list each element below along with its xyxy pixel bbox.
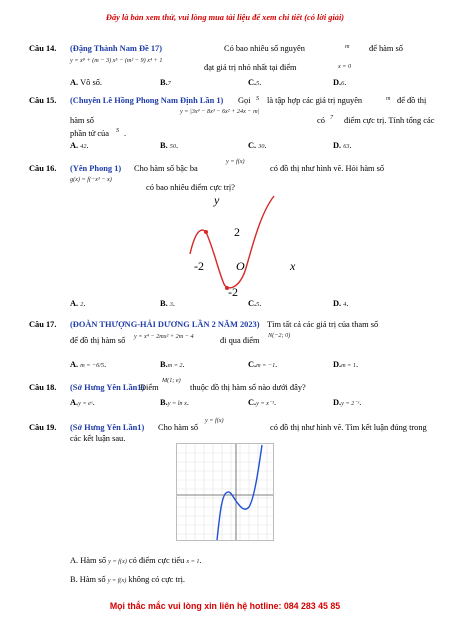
option-c: C.5. xyxy=(248,299,262,308)
option-c: C.y = x⁻¹. xyxy=(248,398,277,407)
question-text: phần tử của xyxy=(70,129,109,138)
question-label: Câu 15. xyxy=(29,96,57,105)
number-7: 7 xyxy=(330,114,334,121)
question-text: hàm số xyxy=(70,116,94,125)
question-text: đạt giá trị nhỏ nhất tại điểm xyxy=(204,63,297,72)
math-m: m xyxy=(345,43,350,50)
y-axis-label: y xyxy=(214,193,220,207)
option-d: D. 4. xyxy=(333,299,349,308)
question-source: (Yên Phong 1) xyxy=(70,164,122,173)
question-source: (ĐOÀN THƯỢNG-HẢI DƯƠNG LẦN 2 NĂM 2023) xyxy=(70,320,260,329)
question-source: (Sở Hưng Yên Lần1) xyxy=(70,383,145,392)
option-b: B.7 xyxy=(160,78,171,87)
option-a: A. 42. xyxy=(70,141,89,150)
tick-label: -2 xyxy=(228,285,238,299)
question-label: Câu 18. xyxy=(29,383,57,392)
option-c: C.m = −1. xyxy=(248,360,278,369)
question-text: có đồ thị như hình vẽ. Hỏi hàm số xyxy=(270,164,385,173)
question-label: Câu 16. xyxy=(29,164,57,173)
point-value: x = 0 xyxy=(338,63,352,70)
graph-curve xyxy=(190,196,274,288)
x-axis-label: x xyxy=(290,259,296,273)
question-label: Câu 14. xyxy=(29,44,57,53)
question-label: Câu 17. xyxy=(29,320,57,329)
option-d: D.y = 2⁻ˣ. xyxy=(333,398,362,407)
tick-label: 2 xyxy=(234,225,240,239)
question-text: để đồ thị xyxy=(397,96,427,105)
question-text: để đồ thị hàm số xyxy=(70,336,126,345)
point-value: N(−2; 0) xyxy=(268,332,291,339)
question-text: có đồ thị như hình vẽ. Tìm kết luận đúng trong xyxy=(270,423,427,432)
question-text: Cho hàm số xyxy=(158,423,199,432)
question-text: các kết luận sau. xyxy=(70,434,126,443)
option-a: A. Hàm số y = f(x) có điểm cực tiểu x = 1. xyxy=(70,556,202,565)
question-text: để hàm số xyxy=(369,44,403,53)
question-source: (Chuyên Lê Hồng Phong Nam Định Lần 1) xyxy=(70,96,224,105)
option-d: D. 63. xyxy=(333,141,352,150)
question-text: Có bao nhiêu số nguyên xyxy=(224,44,305,53)
option-b: B.y = ln x. xyxy=(160,398,189,407)
question-text: Điểm xyxy=(140,383,159,392)
graph-point-max xyxy=(204,230,208,234)
function-formula: g(x) = f(−x³ − x) xyxy=(70,176,112,183)
option-c: C. 30. xyxy=(248,141,267,150)
question-text: thuộc đồ thị hàm số nào dưới đây? xyxy=(190,383,306,392)
option-c: C.5. xyxy=(248,78,262,87)
function-formula: y = f(x) xyxy=(226,158,245,165)
function-formula: y = x⁸ + (m − 3) x⁵ − (m² − 9) x⁴ + 1 xyxy=(70,57,163,64)
option-a: A.y = eˣ. xyxy=(70,398,95,407)
question-text: có xyxy=(317,116,325,125)
option-a: A. m = −6/5. xyxy=(70,360,107,369)
question-text: Cho hàm số bậc ba xyxy=(134,164,198,173)
question-text: là tập hợp các giá trị nguyên xyxy=(267,96,363,105)
function-formula: y = f(x) xyxy=(205,417,224,424)
question-source: (Đặng Thành Nam Đề 17) xyxy=(70,44,162,53)
function-formula: y = x⁴ − 2mx² + 2m − 4 xyxy=(134,333,194,340)
question-label: Câu 19. xyxy=(29,423,57,432)
tick-label: -2 xyxy=(194,259,204,273)
math-m: m xyxy=(386,95,391,102)
function-formula: y = |3x⁴ − 8x³ − 6x² + 24x − m| xyxy=(180,108,260,115)
option-b: B. 50. xyxy=(160,141,179,150)
question-text: có bao nhiêu điểm cực trị? xyxy=(146,183,235,192)
origin-label: O xyxy=(236,259,245,273)
question-source: (Sở Hưng Yên Lần1) xyxy=(70,423,145,432)
question-text: Gọi xyxy=(238,96,251,105)
point-value: M(1; e) xyxy=(162,377,181,384)
option-a: A. 2. xyxy=(70,299,86,308)
question-text: Tìm tất cả các giá trị của tham số xyxy=(267,320,379,329)
function-graph xyxy=(176,443,274,541)
math-S: S xyxy=(116,127,120,134)
option-b: B. 3. xyxy=(160,299,175,308)
math-S: S xyxy=(256,95,260,102)
option-d: D.6. xyxy=(333,78,347,87)
option-a: A. Vô số. xyxy=(70,78,102,87)
preview-banner: Đây là bản xem thử, vui lòng mua tài liệu để xem chi tiết (có lời giải) xyxy=(105,13,345,22)
hotline-footer: Mọi thắc mắc vui lòng xin liên hệ hotline: 084 283 45 85 xyxy=(109,601,341,611)
option-b: B. Hàm số y = f(x) không có cực trị. xyxy=(70,575,186,584)
question-text: điểm cực trị. Tính tổng các xyxy=(344,116,435,125)
option-d: D.m = 1. xyxy=(333,360,359,369)
option-b: B.m = 2. xyxy=(160,360,185,369)
question-text: đi qua điểm xyxy=(220,336,260,345)
cubic-graph xyxy=(180,188,320,300)
